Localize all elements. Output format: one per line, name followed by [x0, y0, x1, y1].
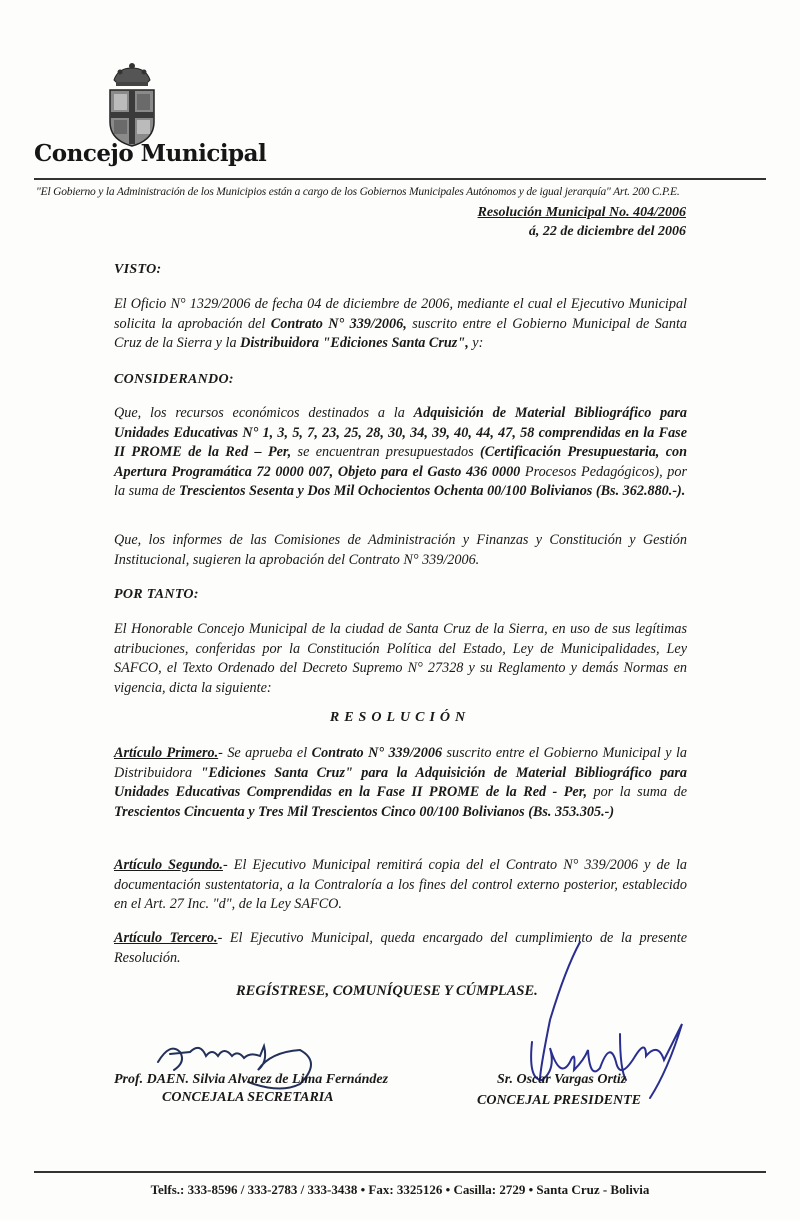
cons-text-2: se encuentran presupuestados — [291, 444, 480, 460]
cons-bold-1: Adquisición de Material Bibliográfico para Unidades Educativas N° 1, 3, 5, 7, 23, 25, 28, 30, 34, 39, 40, 44, 47, 58 comprendidas en la Fase II PROME de la Red – Per, — [114, 405, 687, 460]
considerando-paragraph-1 — [114, 404, 687, 502]
article-2-text: - El Ejecutivo Municipal remitirá copia del el Contrato N° 339/2006 y de la documentación sustentatoria, a la Contraloría a los fines del control externo posterior, establecido en el Art. 27 Inc. "d", de la Ley SAFCO. — [114, 857, 687, 912]
visto-text-2: suscrito entre el Gobierno Municipal de Santa Cruz de la Sierra y la — [114, 315, 688, 351]
left-signer-role: CONCEJALA SECRETARIA — [162, 1090, 334, 1105]
cons-text-3: Procesos Pedagógicos), por la suma de — [114, 463, 687, 499]
resolution-date: á, 22 de diciembre del 2006 — [528, 224, 686, 239]
considerando-paragraph-2: Que, los informes de las Comisiones de Administración y Finanzas y Constitución y Gestión Institucional, sugieren la aprobación del Contrato N° 339/2006. — [114, 532, 687, 568]
header-divider — [34, 178, 766, 180]
closing-formula: REGÍSTRESE, COMUNÍQUESE Y CÚMPLASE. — [236, 983, 538, 999]
cons-bold-3: Trescientos Sesenta y Dos Mil Ochocientos Ochenta 00/100 Bolivianos (Bs. 362.880.-). — [179, 483, 686, 499]
por-tanto-paragraph: El Honorable Concejo Municipal de la ciudad de Santa Cruz de la Sierra, en uso de sus legítimas atribuciones, conferidas por la Constitución Política del Estado, Ley de Municipalidades, Ley SAFCO, el Texto Ordenado del Decreto Supremo N° 27328 y su Reglamento y demás Normas en vigencia, dicta la siguiente: — [114, 621, 687, 696]
article-1 — [114, 744, 687, 822]
footer-divider — [34, 1171, 766, 1173]
resolution-title: RESOLUCIÓN — [329, 710, 471, 725]
visto-contract: Contrato N° 339/2006, — [270, 315, 407, 332]
article-1-text-3: por la suma de — [587, 784, 688, 800]
article-3-label: Artículo Tercero. — [114, 930, 218, 946]
article-1-label: Artículo Primero. — [114, 745, 219, 761]
footer-contact: Telfs.: 333-8596 / 333-2783 / 333-3438 • Fax: 3325126 • Casilla: 2729 • Santa Cruz - Bolivia — [150, 1182, 650, 1197]
org-name: Concejo Municipal — [34, 140, 267, 167]
cons-text-1: Que, los recursos económicos destinados a la — [114, 405, 414, 421]
considerando-heading: CONSIDERANDO: — [114, 372, 234, 387]
visto-distributor: Distribuidora "Ediciones Santa Cruz", — [240, 335, 469, 351]
article-1-text-2: suscrito entre el Gobierno Municipal y la Distribuidora — [114, 745, 688, 781]
visto-paragraph — [114, 295, 687, 354]
visto-heading: VISTO: — [114, 262, 162, 277]
motto: "El Gobierno y la Administración de los Municipios están a cargo de los Gobiernos Municipales Autónomos y de igual jerarquía" Art. 200 C.P.E. — [36, 186, 680, 198]
article-1-bold-2: "Ediciones Santa Cruz" para la Adquisición de Material Bibliográfico para Unidades Educativas Comprendidas en la Fase II PROME de la Red - Per, — [114, 764, 687, 800]
article-1-text-1: - Se aprueba el — [218, 745, 312, 761]
resolution-number: Resolución Municipal No. 404/2006 — [477, 205, 686, 220]
cons-bold-2: (Certificación Presupuestaria, con Apertura Programática 72 0000 007, Objeto para el Gasto 436 0000 — [114, 444, 687, 480]
article-3-text: - El Ejecutivo Municipal, queda encargado del cumplimiento de la presente Resolución. — [114, 930, 687, 966]
right-signer-role: CONCEJAL PRESIDENTE — [477, 1093, 642, 1108]
article-1-bold-3: Trescientos Cincuenta y Tres Mil Trescientos Cinco 00/100 Bolivianos (Bs. 353.305.-) — [114, 803, 615, 820]
visto-text-3: y: — [468, 335, 484, 351]
right-signer-name: Sr. Oscar Vargas Ortiz — [497, 1072, 627, 1087]
left-signer-name: Prof. DAEN. Silvia Alvarez de Lima Fernández — [114, 1072, 389, 1087]
article-1-bold-1: Contrato N° 339/2006 — [311, 745, 443, 761]
article-2 — [114, 856, 687, 915]
article-2-label: Artículo Segundo. — [114, 857, 223, 873]
visto-text-1: El Oficio N° 1329/2006 de fecha 04 de diciembre de 2006, mediante el cual el Ejecutivo Municipal solicita la aprobación del — [114, 296, 687, 332]
coat-of-arms-icon — [104, 60, 160, 148]
por-tanto-heading: POR TANTO: — [114, 587, 199, 602]
